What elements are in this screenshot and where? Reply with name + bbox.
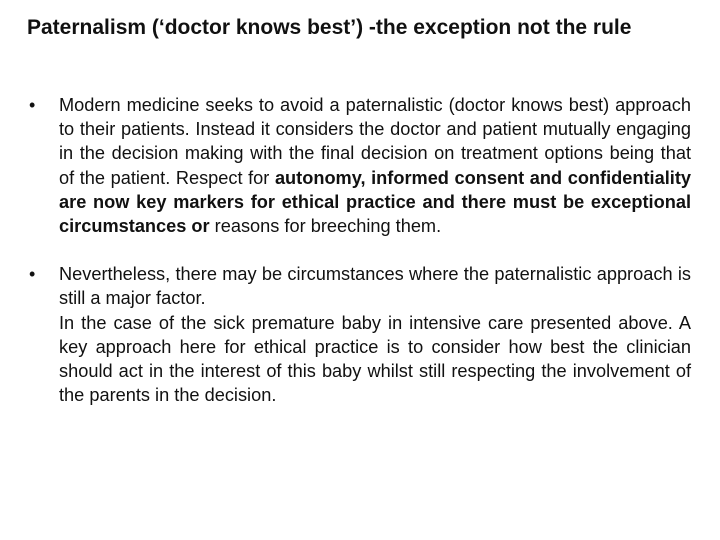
bullet2-paragraph-2: In the case of the sick premature baby in intensive care presented above. A key approach here for ethical practice is to consider how best the clinician should act in the interest of this baby whilst still respecting the involvement of the parents in the decision.: [59, 312, 691, 406]
slide-title: Paternalism (‘doctor knows best’) -the exception not the rule: [27, 16, 632, 39]
bullet-item-nevertheless: [27, 262, 691, 407]
bullet1-text: [59, 95, 691, 236]
bullet-item-modern-medicine: [27, 93, 691, 238]
bullet1-text-part2: reasons for breeching them.: [209, 216, 442, 237]
bullet1-text-part1: Modern medicine seeks to avoid a paternalistic (doctor knows best) approach to their patients. Instead it considers the doctor and patient mutually engaging in the decision making with the final decision on treatment options being that of the patient. Respect for: [59, 95, 691, 188]
bullet-dot-icon: •: [29, 95, 36, 115]
bullet2-paragraph-1: Nevertheless, there may be circumstances where the paternalistic approach is still a major factor.: [59, 264, 691, 309]
bullet1-bold-text: autonomy, informed consent and confidentiality are now key markers for ethical practice and there must be exceptional circumstances or: [59, 167, 691, 237]
bullet-list: [27, 93, 691, 407]
bullet-dot-icon: •: [29, 264, 36, 285]
